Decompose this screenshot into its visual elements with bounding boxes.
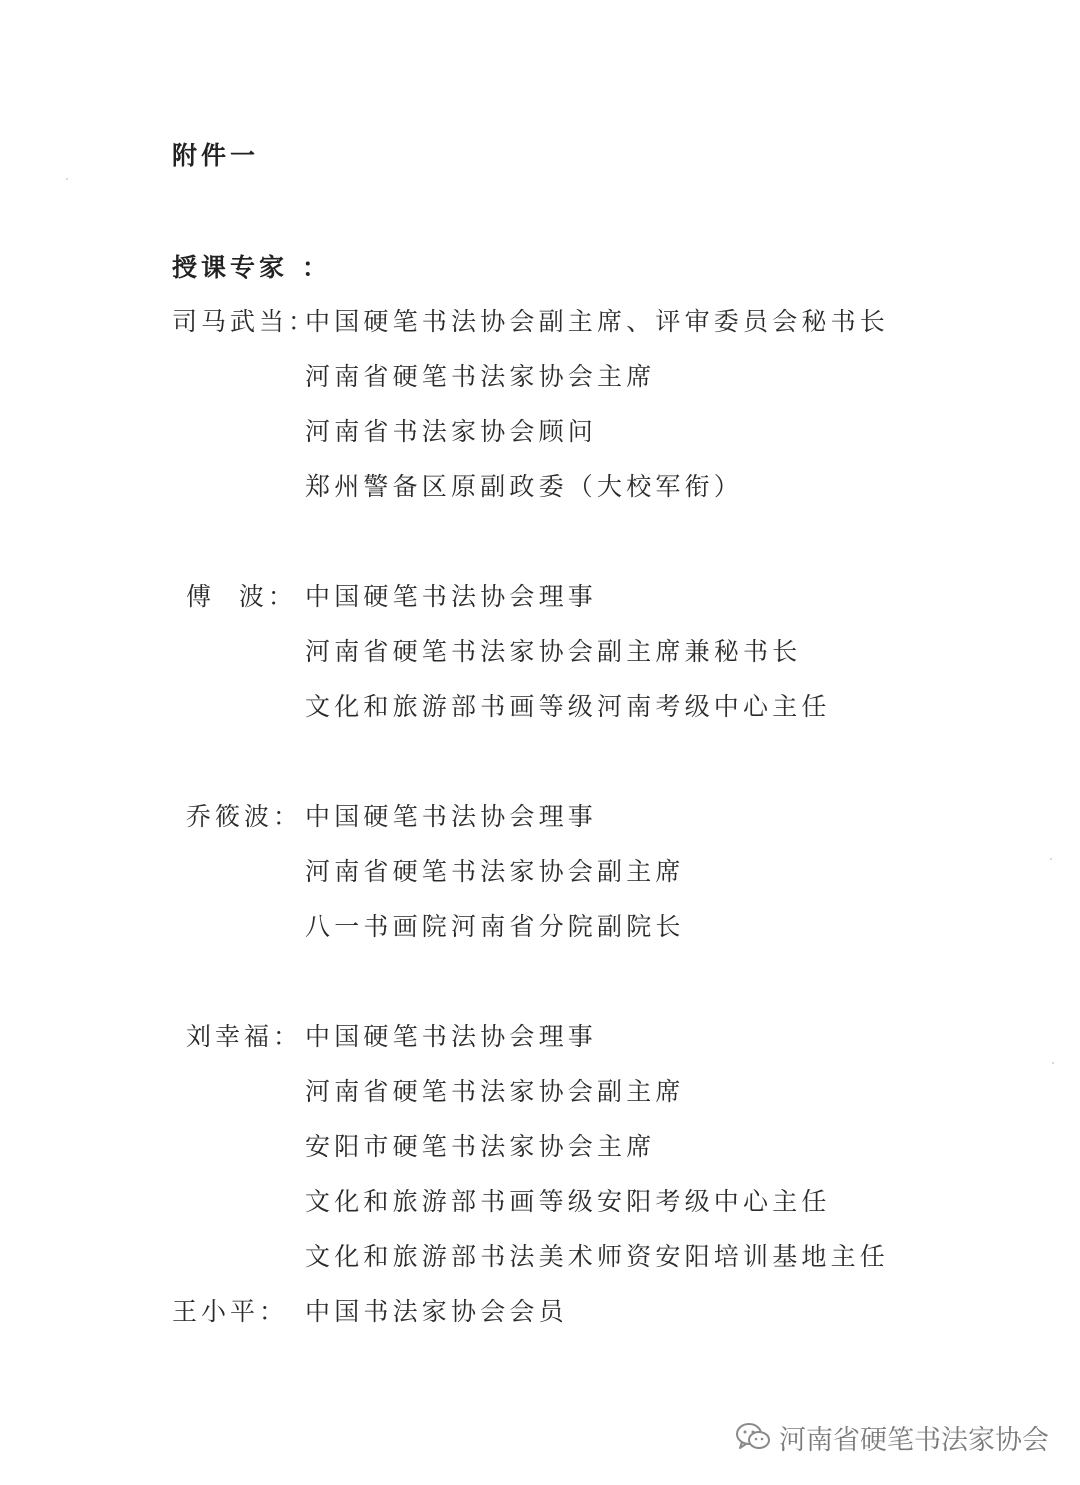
expert-title-line: 中国硬笔书法协会理事 <box>305 1022 598 1051</box>
expert-name: 刘幸福： <box>186 1022 303 1051</box>
expert-name: 王小平： <box>172 1297 289 1326</box>
wechat-icon <box>735 1422 771 1452</box>
expert-title-line: 河南省硬笔书法家协会副主席 <box>305 857 685 886</box>
expert-name: 乔筱波： <box>186 802 303 831</box>
attachment-label: 附件一 <box>172 141 260 170</box>
scan-speck <box>1052 1062 1054 1064</box>
expert-title-line: 河南省硬笔书法家协会主席 <box>305 362 656 391</box>
expert-title-line: 文化和旅游部书法美术师资安阳培训基地主任 <box>305 1242 890 1271</box>
expert-title-line: 中国硬笔书法协会理事 <box>305 582 598 611</box>
section-heading <box>172 248 331 284</box>
expert-name: 傅 波： <box>186 582 297 611</box>
expert-title-line: 郑州警备区原副政委（大校军衔） <box>305 472 744 501</box>
expert-title-line: 河南省硬笔书法家协会副主席兼秘书长 <box>305 637 802 666</box>
expert-name: 司马武当： <box>172 307 318 336</box>
watermark-text: 河南省硬笔书法家协会 <box>779 1424 1049 1456</box>
scan-speck <box>1050 858 1052 860</box>
expert-title-line: 中国硬笔书法协会理事 <box>305 802 598 831</box>
expert-title-line: 八一书画院河南省分院副院长 <box>305 912 685 941</box>
scan-speck <box>66 178 68 180</box>
section-title-text: 授课专家 <box>172 253 289 282</box>
expert-title-line: 河南省硬笔书法家协会副主席 <box>305 1077 685 1106</box>
watermark <box>735 1415 1049 1459</box>
expert-title-line: 中国硬笔书法协会副主席、评审委员会秘书长 <box>305 307 890 336</box>
expert-title-line: 文化和旅游部书画等级安阳考级中心主任 <box>305 1187 831 1216</box>
expert-title-line: 河南省书法家协会顾问 <box>305 417 598 446</box>
expert-title-line: 安阳市硬笔书法家协会主席 <box>305 1132 656 1161</box>
section-title-colon: ： <box>302 253 332 282</box>
expert-title-line: 中国书法家协会会员 <box>305 1297 568 1326</box>
expert-title-line: 文化和旅游部书画等级河南考级中心主任 <box>305 692 831 721</box>
